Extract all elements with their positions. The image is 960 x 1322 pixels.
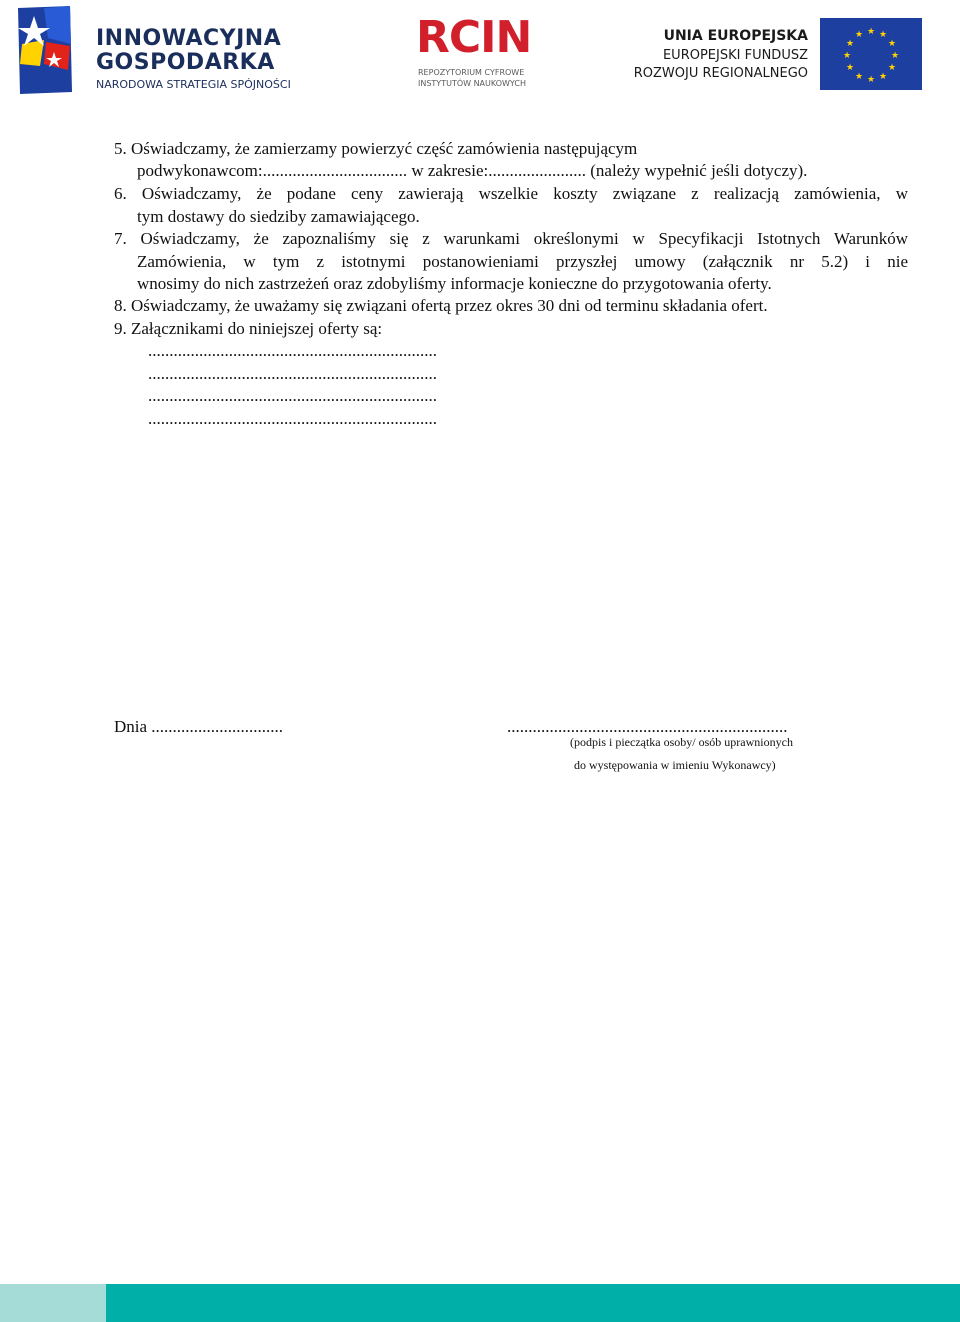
clause-7-line3: wnosimy do nich zastrzeżeń oraz zdobyliśmy informacje konieczne do przygotowania oferty. (137, 274, 772, 293)
rcin-name: RCIN (416, 12, 532, 63)
clause-8 (114, 295, 908, 318)
attachment-line: .................................................................... (148, 386, 437, 405)
rcin-line2: INSTYTUTÓW NAUKOWYCH (418, 79, 526, 88)
date-field: Dnia ............................... (114, 717, 284, 736)
eu-flag-icon (820, 18, 922, 90)
clause-9-text: 9. Załącznikami do niniejszej oferty są: (114, 319, 383, 338)
svg-text:★: ★ (878, 72, 888, 82)
eu-line3: ROZWOJU REGIONALNEGO (633, 66, 808, 81)
signature-caption-2: do występowania w imieniu Wykonawcy) (574, 758, 776, 772)
svg-text:★: ★ (854, 72, 864, 82)
clause-5-line1: 5. Oświadczamy, że zamierzamy powierzyć część zamówienia następującym (114, 139, 638, 158)
clause-6 (114, 183, 908, 228)
svg-text:★: ★ (866, 75, 876, 85)
svg-text:★: ★ (845, 63, 855, 73)
clause-5 (114, 138, 814, 161)
eu-line2: EUROPEJSKI FUNDUSZ (662, 48, 808, 63)
svg-text:★: ★ (845, 39, 855, 49)
attachment-line: .................................................................... (148, 363, 437, 383)
clause-6-line2: tym dostawy do siedziby zamawiającego. (137, 206, 420, 226)
eu-line1: UNIA EUROPEJSKA (663, 28, 808, 44)
svg-text:★: ★ (866, 27, 876, 37)
svg-text:★: ★ (854, 30, 864, 40)
signature-caption-1: (podpis i pieczątka osoby/ osób uprawnionych (570, 735, 793, 749)
clause-5-line2: podwykonawcom:.................................. w zakresie:....................... (należy wypełnić jeśli dotyczy). (137, 161, 808, 180)
attachment-line: .................................................................... (148, 341, 437, 360)
svg-text:★: ★ (842, 51, 852, 61)
footer-bar-accent (0, 1284, 106, 1322)
innowacyjna-gospodarka-logo (14, 4, 304, 96)
rcin-line1: REPOZYTORIUM CYFROWE (418, 68, 525, 77)
clause-7-line1: 7. Oświadczamy, że zapoznaliśmy się z warunkami określonymi w Specyfikacji Istotnych Warunków (114, 229, 908, 248)
clause-7 (114, 228, 908, 296)
clause-9 (114, 318, 908, 341)
innowacyjna-emblem-icon (14, 4, 76, 96)
attachment-line: .................................................................... (148, 408, 437, 428)
signature-line: .................................................................. (507, 717, 788, 736)
attachments-list (148, 340, 548, 430)
innowacyjna-title: INNOWACYJNA (96, 26, 282, 51)
rcin-logo (416, 12, 536, 90)
narodowa-strategia-text: NARODOWA STRATEGIA SPÓJNOŚCI (96, 78, 291, 91)
svg-text:★: ★ (887, 39, 897, 49)
svg-text:★: ★ (887, 63, 897, 73)
gospodarka-title: GOSPODARKA (96, 50, 275, 75)
clause-5-cont (114, 160, 900, 183)
eu-logo (630, 18, 930, 92)
clause-8-text: 8. Oświadczamy, że uważamy się związani ofertą przez okres 30 dni od terminu składania ofert. (114, 296, 768, 315)
clause-6-line1: 6. Oświadczamy, że podane ceny zawierają wszelkie koszty związane z realizacją zamówienia, w (114, 184, 908, 203)
footer-bar (0, 1284, 960, 1322)
svg-text:★: ★ (878, 30, 888, 40)
svg-text:★: ★ (890, 51, 900, 61)
clause-7-line2: Zamówienia, w tym z istotnymi postanowieniami przyszłej umowy (załącznik nr 5.2) i nie (137, 251, 908, 271)
